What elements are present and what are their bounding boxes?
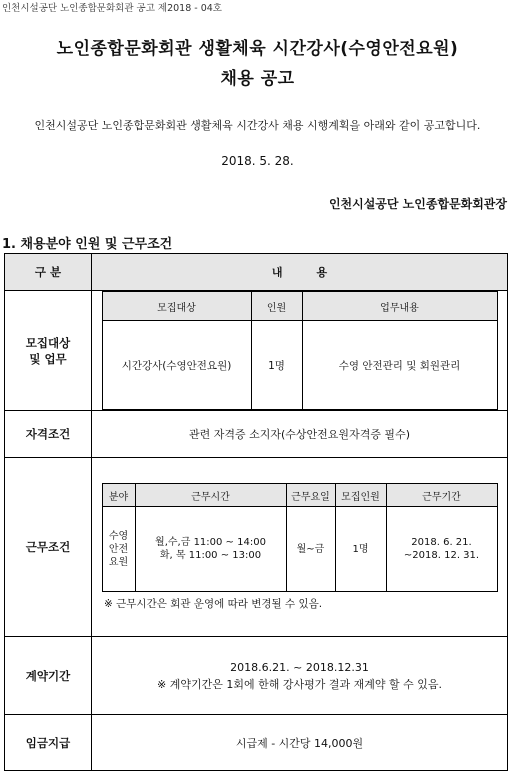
work-hours-line1: 월,수,금 11:00 ~ 14:00 [155, 537, 266, 548]
work-count: 1명 [335, 507, 386, 592]
recruit-label [5, 291, 92, 411]
announcement-date: 2018. 5. 28. [221, 154, 294, 168]
work-period-line1: 2018. 6. 21. [411, 537, 472, 548]
qualification-text: 관련 자격증 소지자(수상안전요원자격증 필수) [92, 411, 508, 458]
recruit-inner-table [102, 291, 498, 410]
recruit-label-line1: 모집대상 [25, 335, 71, 350]
contract-label: 계약기간 [5, 637, 92, 715]
pay-text: 시급제 - 시간당 14,000원 [92, 715, 508, 771]
table-row-contract [5, 637, 508, 715]
document-number: 인천시설공단 노인종합문화회관 공고 제2018 - 04호 [2, 3, 222, 14]
recruit-target: 시간강사(수영안전요원) [102, 321, 251, 410]
qualification-label: 자격조건 [5, 411, 92, 458]
col-target: 모집대상 [102, 292, 251, 321]
recruit-label-line2: 및 업무 [29, 351, 67, 366]
table-row-recruit [5, 291, 508, 411]
work-field-line2: 안전 [108, 543, 129, 555]
work-field-line3: 요원 [108, 556, 129, 568]
table-row-qualification [5, 411, 508, 458]
col-days: 근무요일 [286, 484, 335, 507]
recruit-count: 1명 [251, 321, 302, 410]
table-row-pay [5, 715, 508, 771]
intro-text: 인천시설공단 노인종합문화회관 생활체육 시간강사 채용 시행계획을 아래와 같이 공고합니다. [34, 119, 481, 132]
contract-note: ※ 계약기간은 1회에 한해 강사평가 결과 재계약 할 수 있음. [157, 677, 442, 691]
col-hours: 근무시간 [135, 484, 286, 507]
header-content: 내용 [92, 254, 508, 291]
work-field-line1: 수영 [108, 530, 129, 542]
section-title: 1. 채용분야 인원 및 근무조건 [2, 237, 173, 252]
pay-label: 임금지급 [5, 715, 92, 771]
table-row-work [5, 458, 508, 637]
page-subtitle: 채용 공고 [220, 69, 295, 89]
col-work-count: 모집인원 [335, 484, 386, 507]
col-period: 근무기간 [386, 484, 497, 507]
work-period [386, 507, 497, 592]
page-title: 노인종합문화회관 생활체육 시간강사(수영안전요원) [56, 39, 459, 59]
work-note: ※ 근무시간은 회관 운영에 따라 변경될 수 있음. [104, 598, 323, 610]
table-header-row [5, 254, 508, 291]
issuer-name: 인천시설공단 노인종합문화회관장 [328, 197, 507, 211]
recruitment-table [4, 253, 508, 771]
col-count: 인원 [251, 292, 302, 321]
col-duty: 업무내용 [302, 292, 497, 321]
work-hours [135, 507, 286, 592]
work-field [102, 507, 135, 592]
work-period-line2: ~2018. 12. 31. [403, 550, 480, 561]
work-label: 근무조건 [5, 458, 92, 637]
contract-content [92, 637, 508, 715]
recruit-duty: 수영 안전관리 및 회원관리 [302, 321, 497, 410]
contract-period: 2018.6.21. ~ 2018.12.31 [230, 660, 369, 674]
col-field: 분야 [102, 484, 135, 507]
recruit-content [92, 291, 508, 411]
work-content [92, 458, 508, 637]
header-category: 구 분 [5, 254, 92, 291]
work-inner-table [102, 483, 498, 592]
work-hours-line2: 화, 목 11:00 ~ 13:00 [159, 550, 262, 561]
work-days: 월~금 [286, 507, 335, 592]
